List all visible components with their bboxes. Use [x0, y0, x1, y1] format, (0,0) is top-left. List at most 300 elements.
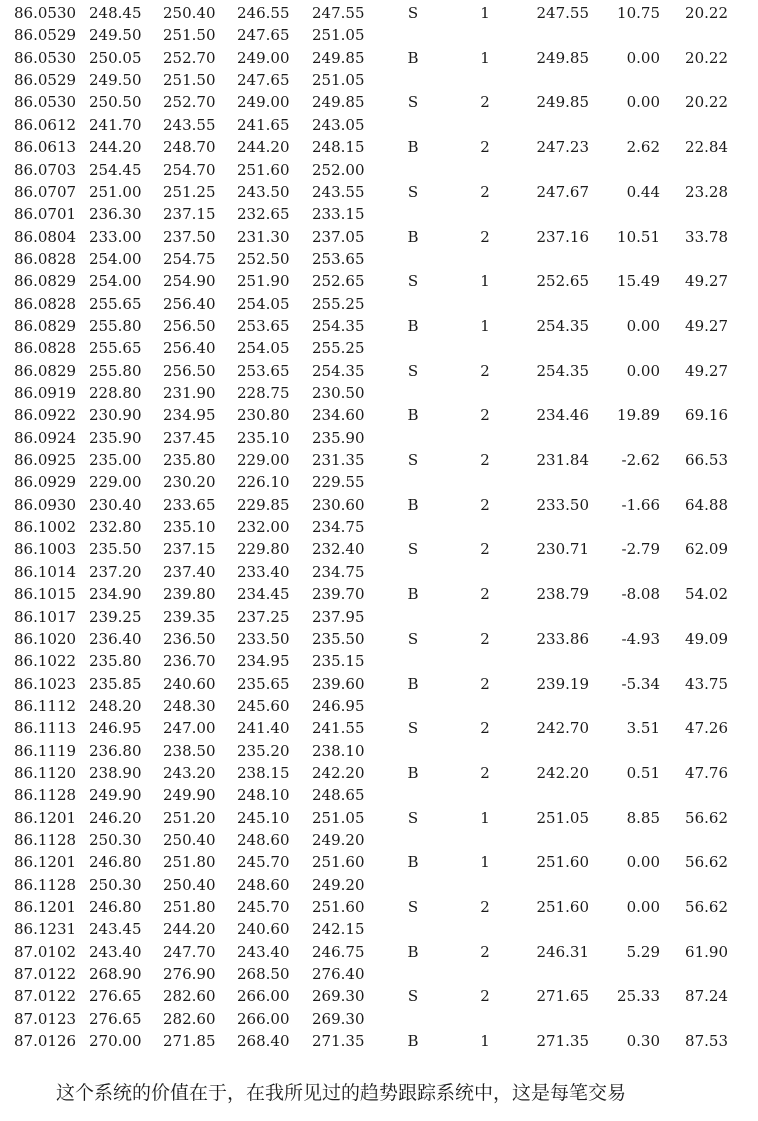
table-row [0, 159, 758, 181]
trade-price-cell: 242.70 [536, 719, 589, 738]
low-cell: 229.85 [237, 495, 290, 514]
high-cell: 236.50 [163, 629, 216, 648]
table-row [0, 471, 758, 493]
open-cell: 232.80 [89, 518, 142, 537]
close-cell: 246.95 [312, 696, 365, 715]
close-cell: 243.05 [312, 115, 365, 134]
quantity-cell: 2 [480, 987, 490, 1006]
low-cell: 232.65 [237, 205, 290, 224]
quantity-cell: 2 [480, 361, 490, 380]
table-row [0, 136, 758, 158]
high-cell: 251.20 [163, 808, 216, 827]
close-cell: 235.90 [312, 428, 365, 447]
high-cell: 238.50 [163, 741, 216, 760]
trade-price-cell: 271.65 [536, 987, 589, 1006]
open-cell: 250.30 [89, 875, 142, 894]
quantity-cell: 1 [480, 808, 490, 827]
signal-cell: S [407, 987, 419, 1006]
low-cell: 248.60 [237, 831, 290, 849]
open-cell: 234.90 [89, 585, 142, 604]
date-cell: 86.0804 [14, 227, 77, 246]
close-cell: 251.05 [312, 808, 365, 827]
table-row [0, 583, 758, 605]
table-row [0, 203, 758, 225]
trade-price-cell: 251.05 [536, 808, 589, 827]
close-cell: 238.10 [312, 741, 365, 760]
high-cell: 254.70 [163, 160, 216, 179]
open-cell: 270.00 [89, 1032, 142, 1051]
signal-cell: B [407, 674, 419, 693]
close-cell: 230.50 [312, 384, 365, 402]
open-cell: 276.65 [89, 987, 142, 1006]
signal-cell: S [407, 540, 419, 559]
date-cell: 86.1201 [14, 808, 77, 827]
quantity-cell: 1 [480, 48, 490, 67]
open-cell: 228.80 [89, 384, 142, 402]
date-cell: 86.0613 [14, 138, 77, 157]
profit-loss-cell: 0.00 [626, 316, 660, 335]
trade-price-cell: 271.35 [536, 1032, 589, 1051]
open-cell: 235.50 [89, 540, 142, 559]
profit-loss-cell: -2.79 [621, 540, 660, 559]
date-cell: 86.1128 [14, 875, 77, 894]
profit-loss-cell: 0.30 [626, 1032, 660, 1051]
trade-price-cell: 247.55 [536, 4, 589, 22]
close-cell: 247.55 [312, 4, 365, 22]
trade-price-cell: 242.20 [536, 763, 589, 782]
cumulative-cell: 47.76 [685, 763, 728, 782]
quantity-cell: 1 [480, 4, 490, 22]
profit-loss-cell: 0.00 [626, 853, 660, 872]
low-cell: 228.75 [237, 384, 290, 402]
open-cell: 268.90 [89, 965, 142, 984]
open-cell: 255.65 [89, 339, 142, 358]
close-cell: 253.65 [312, 249, 365, 268]
cumulative-cell: 33.78 [685, 227, 728, 246]
open-cell: 249.50 [89, 26, 142, 45]
open-cell: 255.80 [89, 361, 142, 380]
low-cell: 251.60 [237, 160, 290, 179]
close-cell: 234.75 [312, 518, 365, 537]
high-cell: 248.70 [163, 138, 216, 157]
cumulative-cell: 64.88 [685, 495, 728, 514]
date-cell: 86.0828 [14, 294, 77, 313]
profit-loss-cell: 0.00 [626, 48, 660, 67]
close-cell: 229.55 [312, 473, 365, 492]
close-cell: 254.35 [312, 361, 365, 380]
high-cell: 239.35 [163, 607, 216, 626]
signal-cell: S [407, 272, 419, 291]
signal-cell: S [407, 182, 419, 201]
date-cell: 86.1022 [14, 652, 77, 671]
table-row [0, 270, 758, 292]
table-row [0, 47, 758, 69]
profit-loss-cell: -5.34 [621, 674, 660, 693]
cumulative-cell: 87.53 [685, 1032, 728, 1051]
high-cell: 254.90 [163, 272, 216, 291]
table-row [0, 963, 758, 985]
date-cell: 86.0828 [14, 249, 77, 268]
table-row [0, 717, 758, 739]
high-cell: 250.40 [163, 875, 216, 894]
close-cell: 237.05 [312, 227, 365, 246]
open-cell: 244.20 [89, 138, 142, 157]
open-cell: 246.20 [89, 808, 142, 827]
table-row [0, 293, 758, 315]
trade-price-cell: 233.86 [536, 629, 589, 648]
date-cell: 87.0122 [14, 965, 77, 984]
close-cell: 230.60 [312, 495, 365, 514]
table-row [0, 69, 758, 91]
cumulative-cell: 49.27 [685, 361, 728, 380]
low-cell: 245.70 [237, 898, 290, 916]
quantity-cell: 2 [480, 451, 490, 469]
high-cell: 239.80 [163, 585, 216, 604]
cumulative-cell: 69.16 [685, 406, 728, 425]
cumulative-cell: 49.27 [685, 272, 728, 291]
date-cell: 86.1201 [14, 898, 77, 916]
low-cell: 231.30 [237, 227, 290, 246]
trade-price-cell: 247.67 [536, 182, 589, 201]
open-cell: 235.90 [89, 428, 142, 447]
low-cell: 253.65 [237, 316, 290, 335]
table-row [0, 561, 758, 583]
low-cell: 248.60 [237, 875, 290, 894]
close-cell: 249.20 [312, 831, 365, 849]
close-cell: 248.15 [312, 138, 365, 157]
signal-cell: S [407, 629, 419, 648]
table-row [0, 807, 758, 829]
low-cell: 248.10 [237, 786, 290, 805]
close-cell: 251.60 [312, 853, 365, 872]
trade-price-cell: 239.19 [536, 674, 589, 693]
close-cell: 235.50 [312, 629, 365, 648]
trade-price-cell: 246.31 [536, 942, 589, 961]
close-cell: 269.30 [312, 987, 365, 1006]
low-cell: 247.65 [237, 26, 290, 45]
low-cell: 234.95 [237, 652, 290, 671]
open-cell: 235.00 [89, 451, 142, 469]
cumulative-cell: 56.62 [685, 853, 728, 872]
table-row [0, 494, 758, 516]
low-cell: 235.20 [237, 741, 290, 760]
open-cell: 276.65 [89, 1009, 142, 1028]
low-cell: 252.50 [237, 249, 290, 268]
high-cell: 251.50 [163, 26, 216, 45]
quantity-cell: 2 [480, 540, 490, 559]
date-cell: 86.0924 [14, 428, 77, 447]
low-cell: 249.00 [237, 48, 290, 67]
high-cell: 256.50 [163, 361, 216, 380]
date-cell: 86.0829 [14, 316, 77, 335]
table-row [0, 449, 758, 471]
low-cell: 235.65 [237, 674, 290, 693]
date-cell: 86.0929 [14, 473, 77, 492]
high-cell: 252.70 [163, 93, 216, 112]
open-cell: 236.30 [89, 205, 142, 224]
quantity-cell: 2 [480, 182, 490, 201]
table-row [0, 1030, 758, 1052]
table-row [0, 516, 758, 538]
low-cell: 245.60 [237, 696, 290, 715]
cumulative-cell: 66.53 [685, 451, 728, 469]
close-cell: 233.15 [312, 205, 365, 224]
cumulative-cell: 56.62 [685, 898, 728, 916]
date-cell: 86.1128 [14, 786, 77, 805]
trade-price-cell: 230.71 [536, 540, 589, 559]
close-cell: 232.40 [312, 540, 365, 559]
open-cell: 249.90 [89, 786, 142, 805]
close-cell: 251.05 [312, 71, 365, 90]
close-cell: 243.55 [312, 182, 365, 201]
low-cell: 247.65 [237, 71, 290, 90]
table-row [0, 941, 758, 963]
low-cell: 268.50 [237, 965, 290, 984]
close-cell: 251.05 [312, 26, 365, 45]
profit-loss-cell: 0.00 [626, 93, 660, 112]
signal-cell: B [407, 1032, 419, 1051]
profit-loss-cell: -2.62 [621, 451, 660, 469]
low-cell: 232.00 [237, 518, 290, 537]
open-cell: 235.80 [89, 652, 142, 671]
quantity-cell: 1 [480, 853, 490, 872]
profit-loss-cell: -8.08 [621, 585, 660, 604]
date-cell: 86.1014 [14, 562, 77, 581]
table-row [0, 2, 758, 24]
cumulative-cell: 87.24 [685, 987, 728, 1006]
high-cell: 235.80 [163, 451, 216, 469]
trade-price-cell: 249.85 [536, 93, 589, 112]
date-cell: 87.0122 [14, 987, 77, 1006]
cumulative-cell: 22.84 [685, 138, 728, 157]
profit-loss-cell: 10.51 [617, 227, 660, 246]
cumulative-cell: 47.26 [685, 719, 728, 738]
table-row [0, 226, 758, 248]
trade-price-cell: 254.35 [536, 361, 589, 380]
trade-price-cell: 254.35 [536, 316, 589, 335]
close-cell: 239.70 [312, 585, 365, 604]
signal-cell: S [407, 451, 419, 469]
date-cell: 86.1017 [14, 607, 77, 626]
signal-cell: B [407, 585, 419, 604]
date-cell: 86.0930 [14, 495, 77, 514]
table-row [0, 784, 758, 806]
quantity-cell: 2 [480, 942, 490, 961]
table-row [0, 874, 758, 896]
low-cell: 243.50 [237, 182, 290, 201]
signal-cell: B [407, 48, 419, 67]
signal-cell: B [407, 138, 419, 157]
open-cell: 248.45 [89, 4, 142, 22]
low-cell: 240.60 [237, 920, 290, 939]
table-row [0, 628, 758, 650]
profit-loss-cell: 8.85 [626, 808, 660, 827]
low-cell: 233.40 [237, 562, 290, 581]
close-cell: 241.55 [312, 719, 365, 738]
date-cell: 87.0123 [14, 1009, 77, 1028]
table-row [0, 1008, 758, 1030]
high-cell: 236.70 [163, 652, 216, 671]
open-cell: 246.95 [89, 719, 142, 738]
high-cell: 233.65 [163, 495, 216, 514]
quantity-cell: 2 [480, 227, 490, 246]
close-cell: 242.20 [312, 763, 365, 782]
cumulative-cell: 49.09 [685, 629, 728, 648]
low-cell: 266.00 [237, 1009, 290, 1028]
low-cell: 237.25 [237, 607, 290, 626]
low-cell: 229.80 [237, 540, 290, 559]
trade-price-cell: 234.46 [536, 406, 589, 425]
low-cell: 233.50 [237, 629, 290, 648]
open-cell: 239.25 [89, 607, 142, 626]
high-cell: 240.60 [163, 674, 216, 693]
table-row [0, 181, 758, 203]
open-cell: 250.30 [89, 831, 142, 849]
profit-loss-cell: -4.93 [621, 629, 660, 648]
table-row [0, 695, 758, 717]
quantity-cell: 2 [480, 138, 490, 157]
quantity-cell: 2 [480, 406, 490, 425]
close-cell: 252.00 [312, 160, 365, 179]
high-cell: 243.20 [163, 763, 216, 782]
table-row [0, 91, 758, 113]
profit-loss-cell: 2.62 [626, 138, 660, 157]
high-cell: 250.40 [163, 831, 216, 849]
cumulative-cell: 61.90 [685, 942, 728, 961]
date-cell: 86.0530 [14, 93, 77, 112]
high-cell: 237.40 [163, 562, 216, 581]
cumulative-cell: 23.28 [685, 182, 728, 201]
date-cell: 86.1128 [14, 831, 77, 849]
table-row [0, 985, 758, 1007]
signal-cell: S [407, 361, 419, 380]
profit-loss-cell: 19.89 [617, 406, 660, 425]
high-cell: 256.40 [163, 339, 216, 358]
high-cell: 251.80 [163, 898, 216, 916]
cumulative-cell: 43.75 [685, 674, 728, 693]
close-cell: 249.85 [312, 93, 365, 112]
open-cell: 251.00 [89, 182, 142, 201]
open-cell: 236.80 [89, 741, 142, 760]
close-cell: 246.75 [312, 942, 365, 961]
high-cell: 251.25 [163, 182, 216, 201]
low-cell: 244.20 [237, 138, 290, 157]
open-cell: 254.45 [89, 160, 142, 179]
signal-cell: S [407, 808, 419, 827]
high-cell: 243.55 [163, 115, 216, 134]
signal-cell: S [407, 719, 419, 738]
low-cell: 234.45 [237, 585, 290, 604]
profit-loss-cell: 3.51 [626, 719, 660, 738]
date-cell: 86.0530 [14, 4, 77, 22]
open-cell: 233.00 [89, 227, 142, 246]
date-cell: 86.1015 [14, 585, 77, 604]
high-cell: 254.75 [163, 249, 216, 268]
signal-cell: S [407, 898, 419, 916]
trade-price-cell: 252.65 [536, 272, 589, 291]
trade-price-cell: 237.16 [536, 227, 589, 246]
close-cell: 252.65 [312, 272, 365, 291]
cumulative-cell: 62.09 [685, 540, 728, 559]
high-cell: 248.30 [163, 696, 216, 715]
open-cell: 250.05 [89, 48, 142, 67]
low-cell: 241.65 [237, 115, 290, 134]
quantity-cell: 1 [480, 1032, 490, 1051]
date-cell: 86.1023 [14, 674, 77, 693]
low-cell: 243.40 [237, 942, 290, 961]
trade-price-cell: 251.60 [536, 898, 589, 916]
date-cell: 86.0828 [14, 339, 77, 358]
date-cell: 86.0529 [14, 26, 77, 45]
low-cell: 246.55 [237, 4, 290, 22]
open-cell: 235.85 [89, 674, 142, 693]
date-cell: 87.0102 [14, 942, 77, 961]
open-cell: 236.40 [89, 629, 142, 648]
date-cell: 86.1113 [14, 719, 77, 738]
low-cell: 254.05 [237, 294, 290, 313]
open-cell: 255.80 [89, 316, 142, 335]
close-cell: 269.30 [312, 1009, 365, 1028]
date-cell: 86.0703 [14, 160, 77, 179]
high-cell: 256.40 [163, 294, 216, 313]
table-row [0, 114, 758, 136]
close-cell: 255.25 [312, 339, 365, 358]
high-cell: 282.60 [163, 987, 216, 1006]
profit-loss-cell: 25.33 [617, 987, 660, 1006]
table-row [0, 918, 758, 940]
table-row [0, 382, 758, 404]
quantity-cell: 2 [480, 93, 490, 112]
open-cell: 230.90 [89, 406, 142, 425]
high-cell: 247.70 [163, 942, 216, 961]
open-cell: 254.00 [89, 272, 142, 291]
high-cell: 252.70 [163, 48, 216, 67]
table-row [0, 427, 758, 449]
signal-cell: B [407, 316, 419, 335]
table-row [0, 337, 758, 359]
profit-loss-cell: 15.49 [617, 272, 660, 291]
close-cell: 249.85 [312, 48, 365, 67]
high-cell: 231.90 [163, 384, 216, 402]
close-cell: 239.60 [312, 674, 365, 693]
close-cell: 249.20 [312, 875, 365, 894]
close-cell: 251.60 [312, 898, 365, 916]
high-cell: 237.45 [163, 428, 216, 447]
low-cell: 229.00 [237, 451, 290, 469]
trade-price-cell: 247.23 [536, 138, 589, 157]
table-row [0, 248, 758, 270]
low-cell: 241.40 [237, 719, 290, 738]
trade-price-cell: 249.85 [536, 48, 589, 67]
quantity-cell: 2 [480, 495, 490, 514]
high-cell: 276.90 [163, 965, 216, 984]
open-cell: 249.50 [89, 71, 142, 90]
date-cell: 86.1120 [14, 763, 77, 782]
profit-loss-cell: 10.75 [617, 4, 660, 22]
high-cell: 251.50 [163, 71, 216, 90]
low-cell: 254.05 [237, 339, 290, 358]
signal-cell: B [407, 406, 419, 425]
open-cell: 238.90 [89, 763, 142, 782]
close-cell: 235.15 [312, 652, 365, 671]
table-row [0, 740, 758, 762]
trade-price-cell: 233.50 [536, 495, 589, 514]
date-cell: 86.1112 [14, 696, 77, 715]
table-row [0, 851, 758, 873]
high-cell: 235.10 [163, 518, 216, 537]
open-cell: 254.00 [89, 249, 142, 268]
table-row [0, 650, 758, 672]
